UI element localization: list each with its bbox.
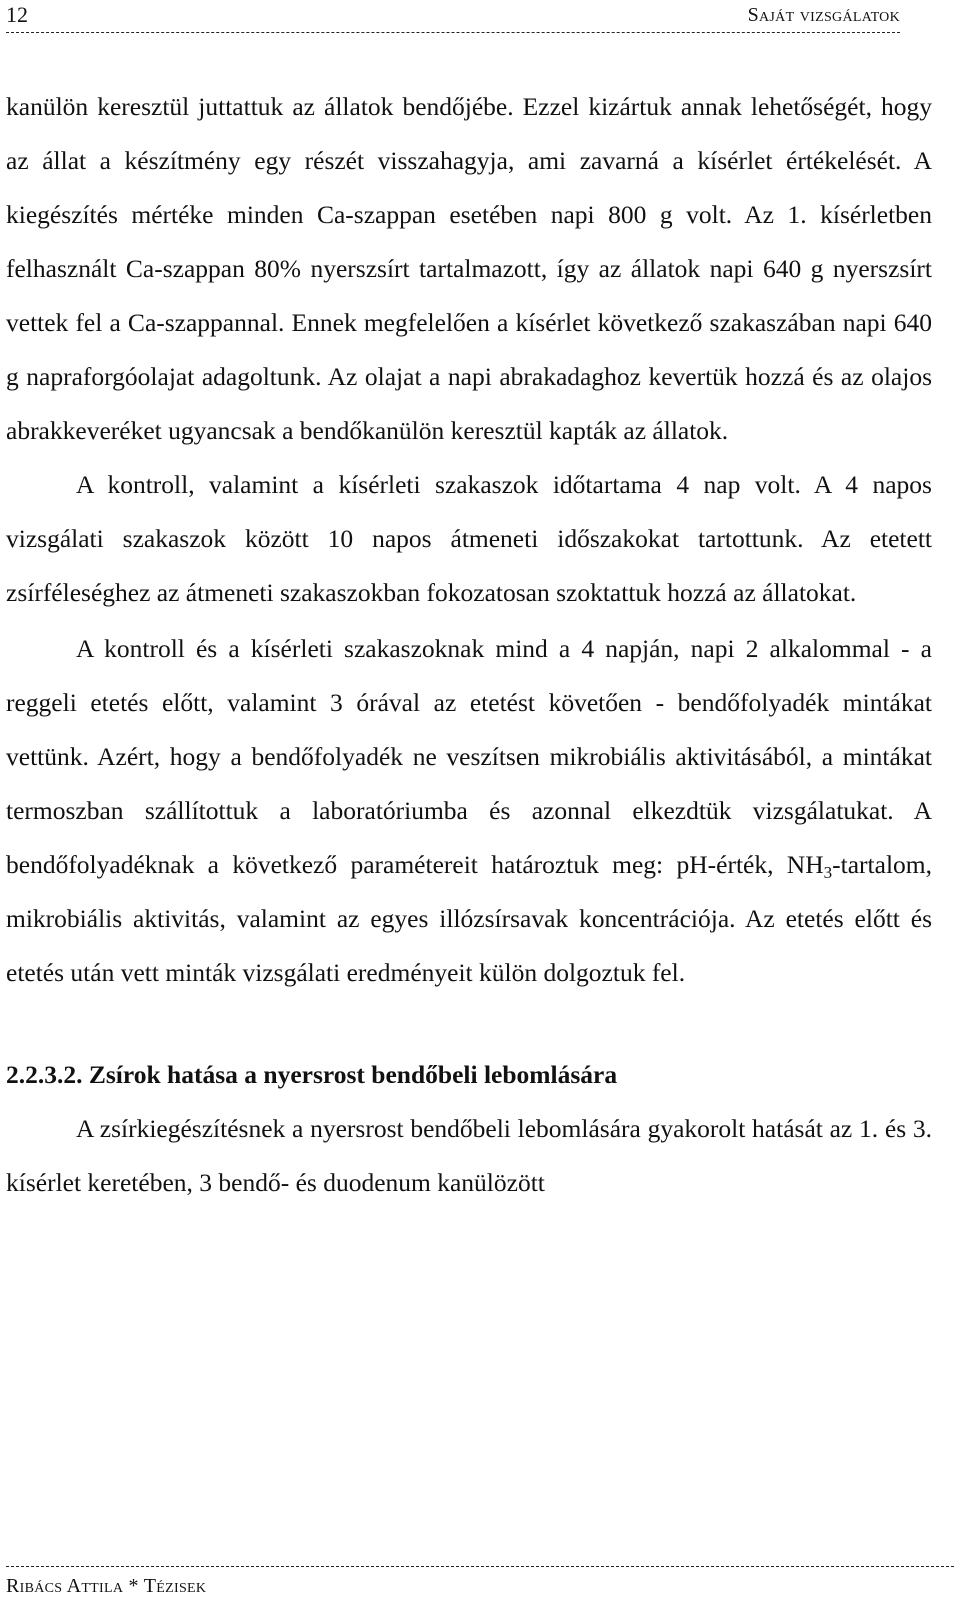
paragraph-3-text-a: A kontroll és a kísérleti szakaszoknak mind a 4 napján, napi 2 alkalommal - a reggeli etetés előtt, valamint 3 órával az etetést követően - bendőfolyadék mintákat vettünk. Azért, hogy a bendőfolyadék ne veszítsen mikrobiális aktivitásából, a mintákat termoszban szállítottuk a laboratóriumba és azonnal elkezdtük vizsgálatukat. A bendőfolyadéknak a következő paramétereit határoztuk meg: pH-érték, NH bbox=[6, 634, 932, 879]
section-heading: 2.2.3.2. Zsírok hatása a nyersrost bendőbeli lebomlására bbox=[6, 1060, 618, 1089]
page-footer: Ribács Attila * Tézisek bbox=[6, 1566, 954, 1598]
page-body bbox=[6, 80, 932, 1210]
running-title: Saját vizsgálatok bbox=[747, 4, 900, 26]
page-header bbox=[6, 2, 900, 33]
paragraph-2: A kontroll, valamint a kísérleti szakaszok időtartama 4 nap volt. A 4 napos vizsgálati szakaszok között 10 napos átmeneti időszakokat tartottunk. Az etetett zsírféleséghez az átmeneti szakaszokban fokozatosan szoktattuk hozzá az állatokat. bbox=[6, 470, 932, 607]
subscript-3: 3 bbox=[823, 863, 833, 882]
paragraph-3 bbox=[6, 622, 932, 1000]
paragraph-4: A zsírkiegészítésnek a nyersrost bendőbeli lebomlására gyakorolt hatását az 1. és 3. kísérlet keretében, 3 bendő- és duodenum kanülözött bbox=[6, 1114, 932, 1197]
paragraph-3-text-b: -tartalom, mikrobiális aktivitás, valamint az egyes illózsírsavak koncentrációja. Az etetés előtt és etetés után vett minták vizsgálati eredményeit külön dolgoztuk fel. bbox=[6, 850, 932, 987]
paragraph-1: kanülön keresztül juttattuk az állatok bendőjébe. Ezzel kizártuk annak lehetőségét, hogy az állat a készítmény egy részét visszahagyja, ami zavarná a kísérlet értékelését. A kiegészítés mértéke minden Ca-szappan esetében napi 800 g volt. Az 1. kísérletben felhasznált Ca-szappan 80% nyerszsírt tartalmazott, így az állatok napi 640 g nyerszsírt vettek fel a Ca-szappannal. Ennek megfelelően a kísérlet következő szakaszában napi 640 g napraforgóolajat adagoltunk. Az olajat a napi abrakadaghoz kevertük hozzá és az olajos abrakkeveréket ugyancsak a bendőkanülön keresztül kapták az állatok. bbox=[6, 92, 932, 445]
page-number: 12 bbox=[6, 2, 28, 27]
